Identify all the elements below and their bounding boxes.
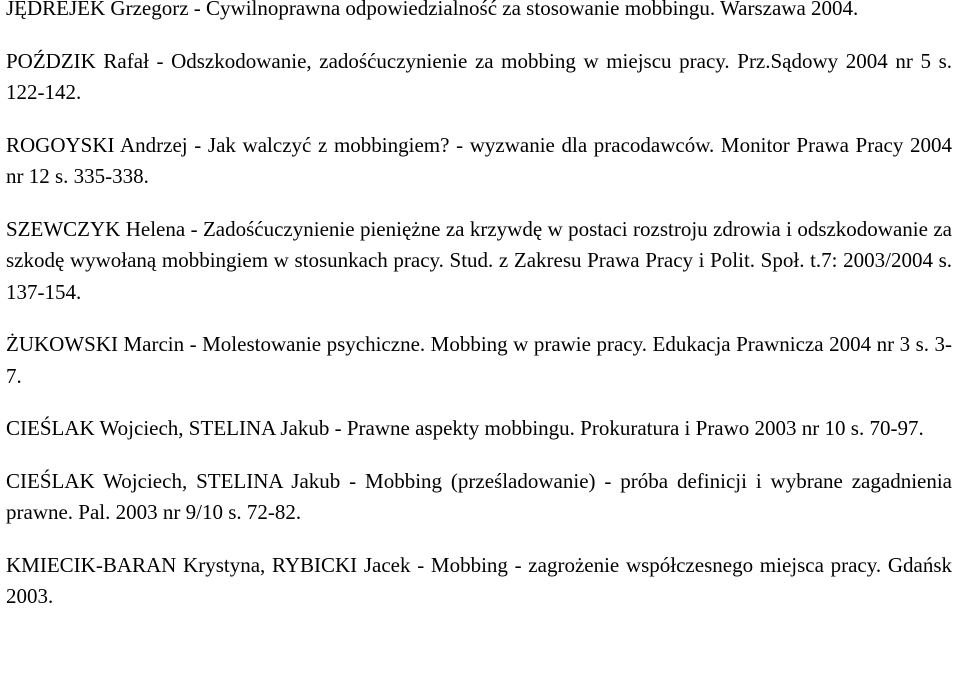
reference-entry: POŹDZIK Rafał - Odszkodowanie, zadośćuczynienie za mobbing w miejscu pracy. Prz.Sądowy 2004 nr 5 s. 122-142. xyxy=(6,48,952,104)
reference-entry: JĘDREJEK Grzegorz - Cywilnoprawna odpowiedzialność za stosowanie mobbingu. Warszawa 2004. xyxy=(6,0,859,20)
reference-entry: CIEŚLAK Wojciech, STELINA Jakub - Prawne aspekty mobbingu. Prokuratura i Prawo 2003 nr 10 s. 70-97. xyxy=(6,416,924,440)
reference-entry: KMIECIK-BARAN Krystyna, RYBICKI Jacek - Mobbing - zagrożenie współczesnego miejsca pracy. Gdańsk 2003. xyxy=(6,552,952,608)
reference-entry: SZEWCZYK Helena - Zadośćuczynienie pieniężne za krzywdę w postaci rozstroju zdrowia i odszkodowanie za szkodę wywołaną mobbingiem w stosunkach pracy. Stud. z Zakresu Prawa Pracy i Polit. Społ. t.7: 2003/2004 s. 137-154. xyxy=(6,216,952,304)
reference-entry: CIEŚLAK Wojciech, STELINA Jakub - Mobbing (prześladowanie) - próba definicji i wybrane zagadnienia prawne. Pal. 2003 nr 9/10 s. 72-82. xyxy=(6,468,952,524)
reference-entry: ROGOYSKI Andrzej - Jak walczyć z mobbingiem? - wyzwanie dla pracodawców. Monitor Prawa Pracy 2004 nr 12 s. 335-338. xyxy=(6,132,952,188)
reference-entry: ŻUKOWSKI Marcin - Molestowanie psychiczne. Mobbing w prawie pracy. Edukacja Prawnicza 2004 nr 3 s. 3-7. xyxy=(6,332,952,388)
